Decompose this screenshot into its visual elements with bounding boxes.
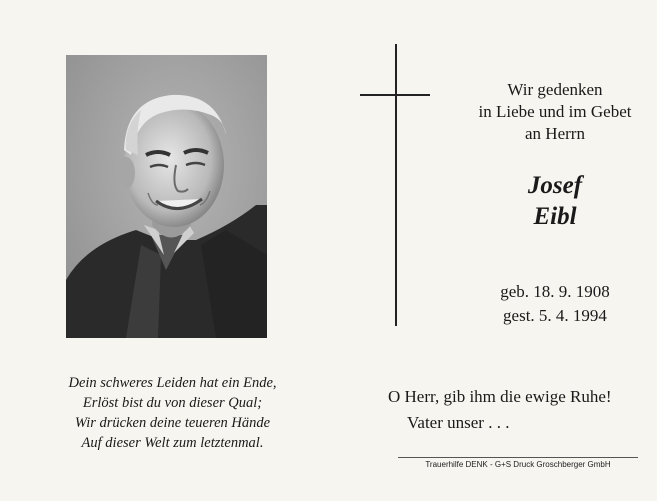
life-dates <box>470 280 640 328</box>
death-date: gest. 5. 4. 1994 <box>503 306 607 325</box>
poem-line: Auf dieser Welt zum letztenmal. <box>81 435 264 451</box>
first-name: Josef <box>527 172 583 199</box>
printer-imprint: Trauerhilfe DENK - G+S Druck Groschberger GmbH <box>425 460 611 469</box>
prayer-line-2: Vater unser . . . <box>407 413 510 432</box>
portrait-photo <box>66 55 267 338</box>
prayer-line-1: O Herr, gib ihm die ewige Ruhe! <box>388 387 612 406</box>
cross-icon-horizontal <box>360 94 430 96</box>
birth-date: geb. 18. 9. 1908 <box>500 282 610 301</box>
remembrance-intro <box>455 79 655 145</box>
portrait-image <box>66 55 267 338</box>
cross-icon-vertical <box>395 44 397 326</box>
poem-line: Wir drücken deine teueren Hände <box>74 415 271 431</box>
intro-line-3: an Herrn <box>525 124 585 143</box>
prayer <box>383 384 643 436</box>
poem-line: Dein schweres Leiden hat ein Ende, <box>68 375 277 391</box>
intro-line-1: Wir gedenken <box>507 80 603 99</box>
deceased-name <box>480 170 630 232</box>
last-name: Eibl <box>533 203 577 230</box>
divider <box>398 457 638 458</box>
poem-line: Erlöst bist du von dieser Qual; <box>82 395 263 411</box>
poem <box>40 373 305 453</box>
intro-line-2: in Liebe und im Gebet <box>478 102 632 121</box>
